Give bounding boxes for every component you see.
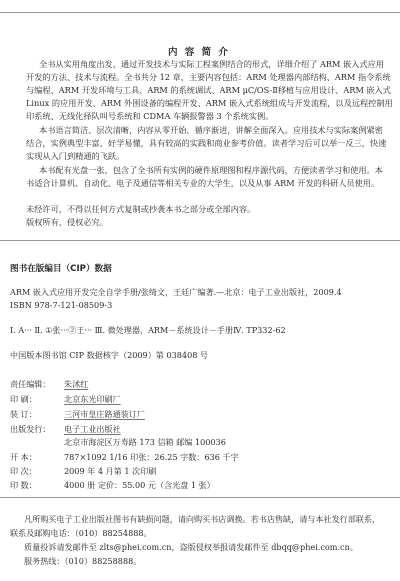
summary-para3-line: 书适合计算机、自动化、电子及通信等相关专业的大学生，以及从事 ARM 开发的科研人员使用。 bbox=[26, 178, 380, 188]
footer-line: 服务热线：（010）88258888。 bbox=[24, 556, 142, 566]
notice-line: 未经许可，不得以任何方式复制或抄袭本书之部分或全部内容。 bbox=[26, 204, 256, 214]
summary-para1-line: 印系统、无线化择队叫号系统和 CDMA 车辆报警器 3 个系统实例。 bbox=[26, 111, 274, 121]
editor-value: 朱沭红 bbox=[64, 379, 89, 389]
edition-value: 2009 年 4 月第 1 次印刷 bbox=[64, 466, 157, 476]
summary-title: 内 容 简 介 bbox=[168, 47, 230, 58]
printer-label: 印 刷： bbox=[10, 394, 37, 404]
summary-para2-line: 本书语言简洁、层次清晰，内容从零开始、循序渐进，讲解全面深入。应用技术与实际案例紧密 bbox=[39, 125, 383, 135]
copies-label: 印 数： bbox=[10, 480, 37, 490]
binder-value: 三河市皇庄路通装订厂 bbox=[64, 409, 145, 419]
middle-rule bbox=[0, 240, 400, 241]
cip-title-line: ARM 嵌入式应用开发完全自学手册/张绮文，王廷广编著.—北京：电子工业出版社，2009.4 bbox=[10, 287, 342, 297]
bottom-rule bbox=[0, 497, 400, 498]
binder-label: 装 订： bbox=[10, 409, 37, 419]
cip-heading: 图书在版编目（CIP）数据 bbox=[10, 264, 112, 274]
footer-line: 质量投诉请发邮件至 zlts@phei.com.cn，盗版侵权举报请发邮件至 dbqq@phei.com.cn。 bbox=[24, 542, 358, 552]
notice-line: 版权所有，侵权必究。 bbox=[26, 217, 108, 227]
cip-isbn: ISBN 978-7-121-08509-3 bbox=[10, 300, 113, 310]
printer-value: 北京东光印刷厂 bbox=[64, 394, 121, 404]
publisher-address: 北京市海淀区万寿路 173 信箱 邮编 100036 bbox=[64, 437, 226, 447]
summary-para2-line: 结合，实例典型丰富，好学易懂，具有较高的实践和商业参考价值。读者学习后可以举一反三，快速 bbox=[26, 138, 387, 148]
cip-classification: Ⅰ. A··· Ⅱ. ①张···②王··· Ⅲ. 微处理器，ARM－系统设计－手册Ⅳ. TP332-62 bbox=[10, 325, 286, 335]
edition-label: 印 次： bbox=[10, 466, 37, 476]
format-value: 787×1092 1/16 印张：26.25 字数：636 千字 bbox=[64, 452, 239, 462]
summary-para1-line: 全书从实用角度出发，通过开发技术与实际工程案例结合的形式，详细介绍了 ARM 嵌入式应用 bbox=[39, 59, 384, 69]
summary-para3-line: 本书配有光盘一张，包含了全书所有实例的硬件原理图和程序源代码，方便读者学习和使用。本 bbox=[39, 165, 383, 175]
publisher-label: 出版发行： bbox=[10, 424, 51, 434]
format-label: 开 本： bbox=[10, 452, 37, 462]
top-rule bbox=[0, 12, 400, 13]
editor-label: 责任编辑： bbox=[10, 379, 51, 389]
summary-para2-line: 实现从入门到精通的飞跃。 bbox=[26, 151, 125, 161]
summary-para1-line: 与编程、ARM 开发环境与工具、ARM 的系统调试、ARM μC/OS-Ⅱ移植与应用设计、ARM 嵌入式 bbox=[26, 85, 391, 95]
footer-line: 凡所购买电子工业出版社图书有缺损问题，请向购买书店调换。若书店售缺，请与本社发行部联系， bbox=[24, 514, 381, 524]
summary-para1-line: Linux 的应用开发、ARM 外围设备的编程开发、ARM 嵌入式系统组成与开发流程，以及远程控制用 bbox=[26, 98, 393, 108]
publisher-value: 电子工业出版社 bbox=[64, 424, 121, 434]
summary-para1-line: 开发的方法、技术与流程。全书共分 12 章，主要内容包括：ARM 处理器内部结构、ARM 指令系统 bbox=[26, 72, 391, 82]
copies-value: 4000 册 定价：55.00 元（含光盘 1 张） bbox=[64, 480, 215, 490]
footer-line: 联系及邮购电话：（010）88254888。 bbox=[10, 528, 152, 538]
cip-record: 中国版本图书馆 CIP 数据核字（2009）第 038408 号 bbox=[10, 350, 209, 360]
